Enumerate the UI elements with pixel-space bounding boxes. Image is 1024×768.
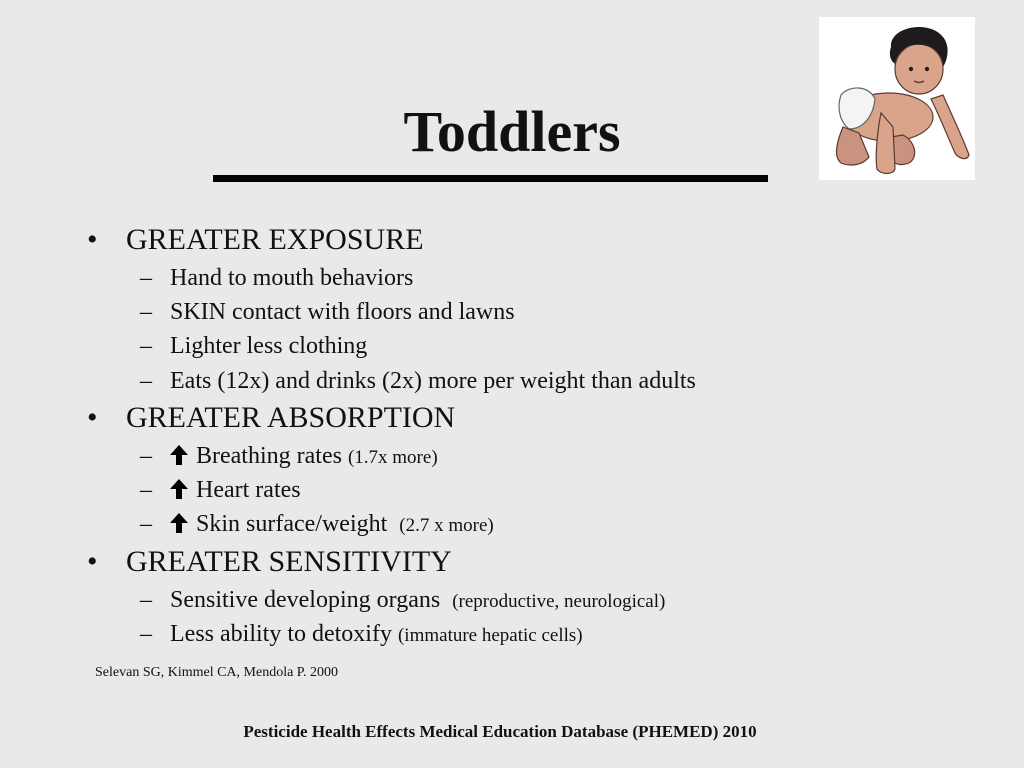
up-arrow-icon: [170, 479, 188, 499]
dash-icon: –: [140, 443, 152, 469]
dash-icon: –: [140, 265, 152, 291]
slide-title: Toddlers: [403, 99, 621, 164]
dash-icon: –: [140, 368, 152, 394]
crawling-baby-icon: [819, 17, 975, 180]
footer: Pesticide Health Effects Medical Education Database (PHEMED) 2010: [243, 722, 757, 741]
title-underline: [213, 175, 768, 182]
up-arrow-icon: [170, 445, 188, 465]
dash-icon: –: [140, 587, 152, 613]
up-arrow-icon: [170, 513, 188, 533]
citation: Selevan SG, Kimmel CA, Mendola P. 2000: [95, 665, 339, 680]
bullet-icon: •: [87, 545, 98, 578]
dash-icon: –: [140, 621, 152, 647]
bullet-icon: •: [87, 401, 98, 434]
dash-icon: –: [140, 511, 152, 537]
dash-icon: –: [140, 299, 152, 325]
dash-icon: –: [140, 333, 152, 359]
dash-icon: –: [140, 477, 152, 503]
bullet-icon: •: [87, 223, 98, 256]
